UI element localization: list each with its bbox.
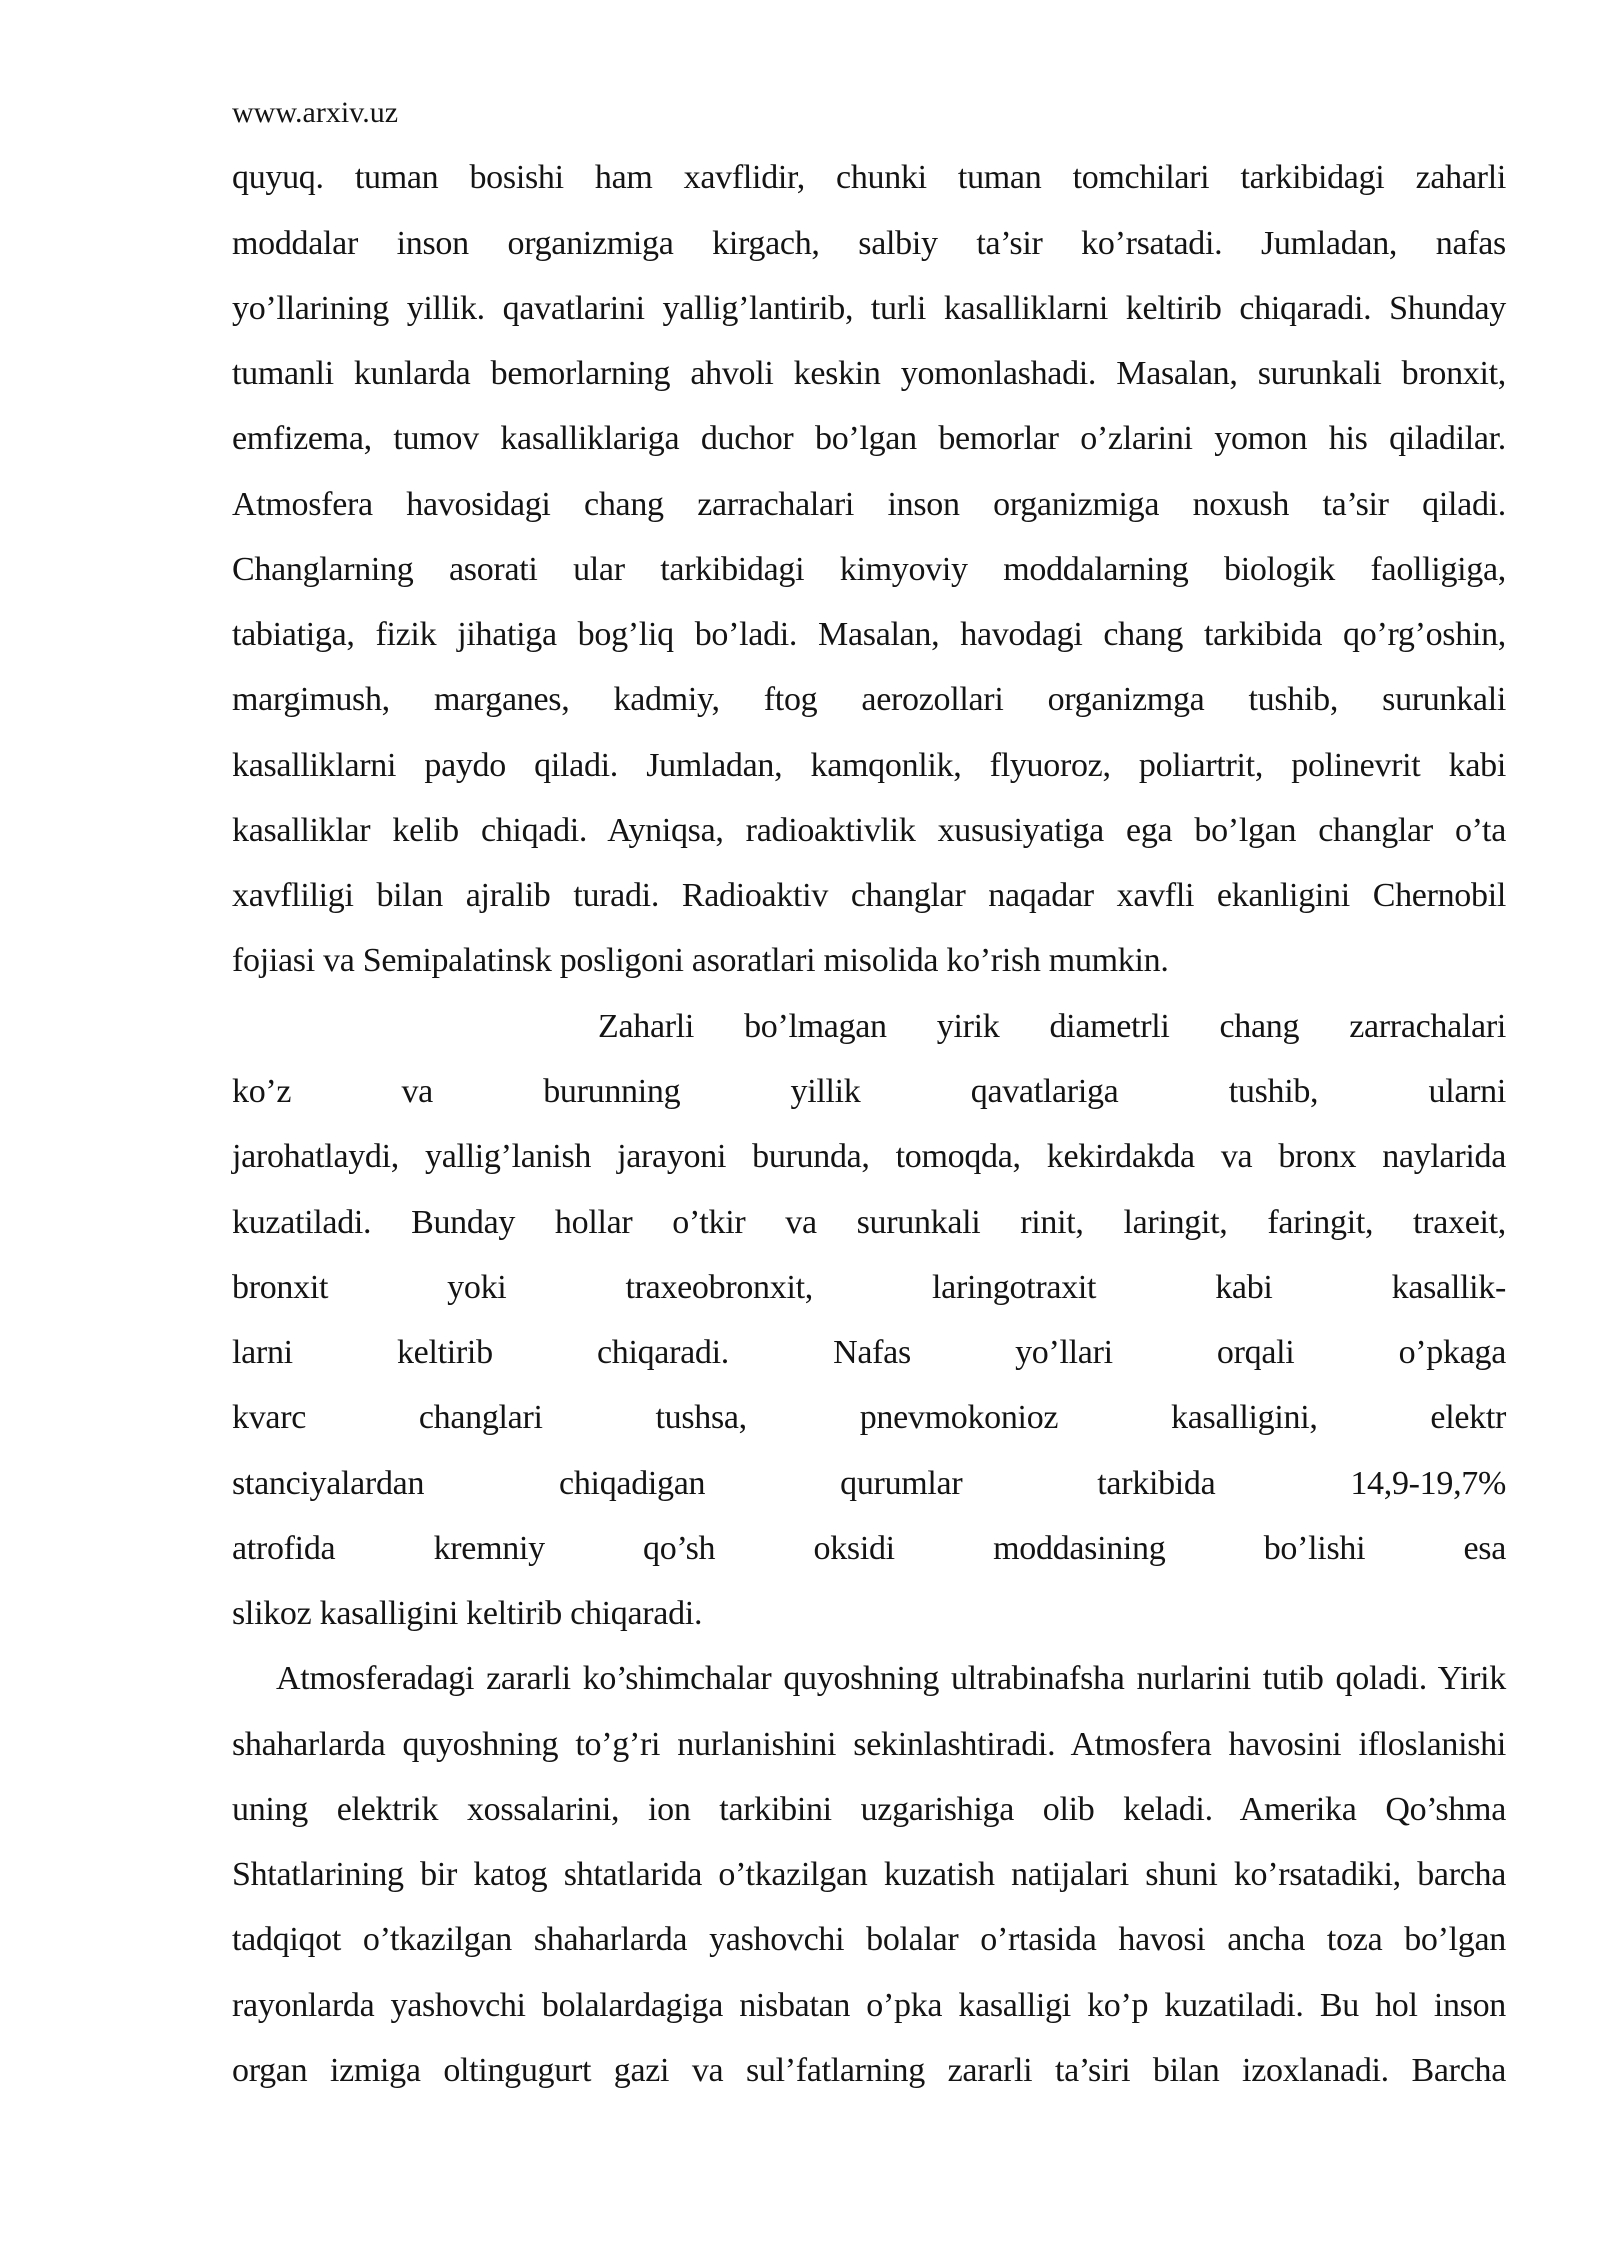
text-line: emfizema, tumov kasalliklariga duchor bo’lgan bemorlar o’zlarini yomon his qiladilar. [232, 420, 1506, 458]
text-line: larni keltirib chiqaradi. Nafas yo’llari orqali o’pkaga [232, 1334, 1506, 1372]
text-line: Atmosfera havosidagi chang zarrachalari inson organizmiga noxush ta’sir qiladi. [232, 485, 1506, 523]
site-url: www.arxiv.uz [232, 96, 399, 129]
text-line: bronxit yoki traxeobronxit, laringotraxit kabi kasallik- [232, 1268, 1506, 1306]
text-line: kasalliklar kelib chiqadi. Ayniqsa, radioaktivlik xususiyatiga ega bo’lgan changlar o’ta [232, 811, 1506, 849]
text-line: Shtatlarining bir katog shtatlarida o’tkazilgan kuzatish natijalari shuni ko’rsatadiki, barcha [232, 1856, 1506, 1894]
text-line: quyuq. tuman bosishi ham xavflidir, chunki tuman tomchilari tarkibidagi zaharli [232, 159, 1506, 197]
text-line: Changlarning asorati ular tarkibidagi kimyoviy moddalarning biologik faolligiga, [232, 550, 1506, 588]
text-line: kvarc changlari tushsa, pnevmokonioz kasalligini, elektr [232, 1399, 1506, 1437]
text-line: tabiatiga, fizik jihatiga bog’liq bo’ladi. Masalan, havodagi chang tarkibida qo’rg’oshin, [232, 616, 1506, 654]
text-line: kasalliklarni paydo qiladi. Jumladan, kamqonlik, flyuoroz, poliartrit, polinevrit kabi [232, 746, 1506, 784]
page-content [232, 80, 1506, 2103]
text-line: ko’z va burunning yillik qavatlariga tushib, ularni [232, 1072, 1506, 1110]
text-line: organ izmiga oltingugurt gazi va sul’fatlarning zararli ta’siri bilan izoxlanadi. Barcha [232, 2051, 1506, 2089]
text-line: xavfliligi bilan ajralib turadi. Radioaktiv changlar naqadar xavfli ekanligini Chernobil [232, 877, 1506, 915]
text-line: fojiasi va Semipalatinsk posligoni asoratlari misolida ko’rish mumkin. [232, 942, 1169, 980]
text-line: yo’llarining yillik. qavatlarini yallig’lantirib, turli kasalliklarni keltirib chiqaradi. Shunday [232, 289, 1506, 327]
text-line: rayonlarda yashovchi bolalardagiga nisbatan o’pka kasalligi ko’p kuzatiladi. Bu hol inson [232, 1986, 1506, 2024]
text-line: Zaharli bo’lmagan yirik diametrli chang zarrachalari [598, 1007, 1506, 1045]
text-line: stanciyalardan chiqadigan qurumlar tarkibida 14,9-19,7% [232, 1464, 1506, 1502]
paragraph [232, 994, 1506, 1647]
text-line: atrofida kremniy qo’sh oksidi moddasining bo’lishi esa [232, 1529, 1506, 1567]
text-line: kuzatiladi. Bunday hollar o’tkir va surunkali rinit, laringit, faringit, traxeit, [232, 1203, 1506, 1241]
text-line: jarohatlaydi, yallig’lanish jarayoni burunda, tomoqda, kekirdakda va bronx naylarida [232, 1138, 1506, 1176]
paragraph [232, 1646, 1506, 2103]
text-line: shaharlarda quyoshning to’g’ri nurlanishini sekinlashtiradi. Atmosfera havosini ifloslanishi [232, 1725, 1506, 1763]
text-line: Atmosferadagi zararli ko’shimchalar quyoshning ultrabinafsha nurlarini tutib qoladi. Yirik [276, 1660, 1506, 1698]
text-line: slikoz kasalligini keltirib chiqaradi. [232, 1595, 703, 1633]
text-line: tumanli kunlarda bemorlarning ahvoli keskin yomonlashadi. Masalan, surunkali bronxit, [232, 355, 1506, 393]
paragraph [232, 145, 1506, 993]
text-line: margimush, marganes, kadmiy, ftog aerozollari organizmga tushib, surunkali [232, 681, 1506, 719]
text-line: uning elektrik xossalarini, ion tarkibini uzgarishiga olib keladi. Amerika Qo’shma [232, 1790, 1506, 1828]
text-line: moddalar inson organizmiga kirgach, salbiy ta’sir ko’rsatadi. Jumladan, nafas [232, 224, 1506, 262]
text-line: tadqiqot o’tkazilgan shaharlarda yashovchi bolalar o’rtasida havosi ancha toza bo’lgan [232, 1921, 1506, 1959]
